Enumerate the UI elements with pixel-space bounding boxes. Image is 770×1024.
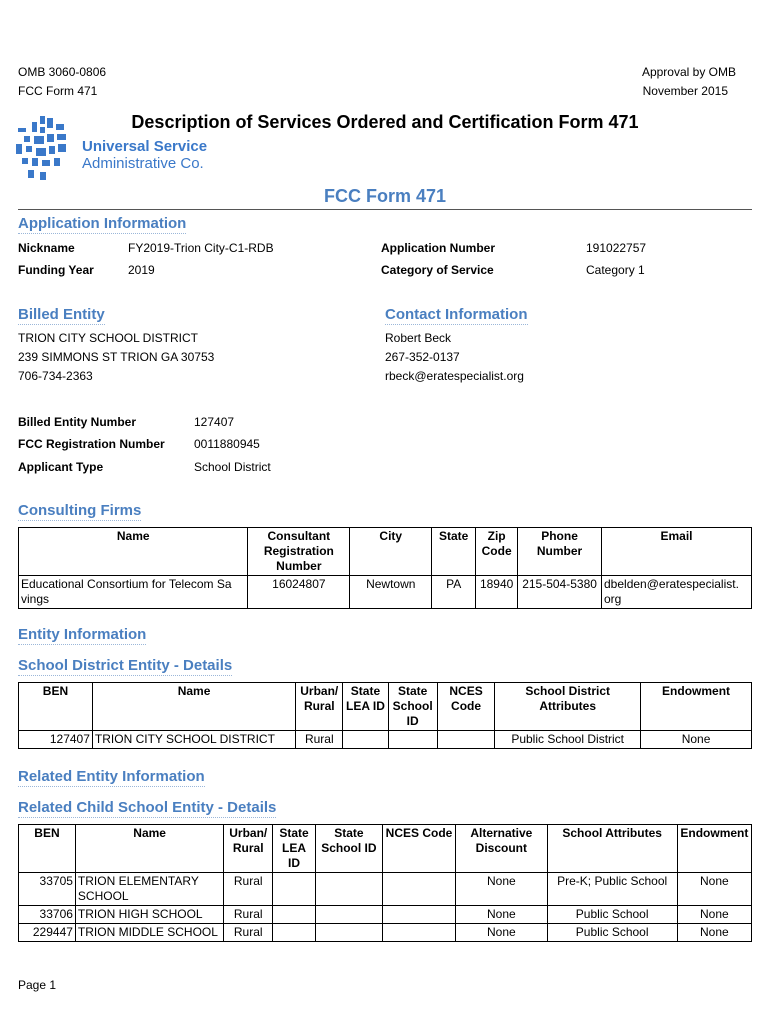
consulting-section-title: Consulting Firms [18, 502, 142, 519]
col-district-attributes: School District Attributes [495, 683, 641, 731]
cell-name: TRION MIDDLE SCHOOL [75, 924, 223, 942]
school-district-section-title: School District Entity - Details [18, 657, 233, 674]
cell-name: Educational Consortium for Telecom Sa vings [19, 576, 248, 609]
cell-name: TRION ELEMENTARY SCHOOL [75, 873, 223, 906]
child-header-row [19, 825, 752, 873]
nickname-value: FY2019-Trion City-C1-RDB [128, 241, 274, 255]
col-city: City [350, 528, 432, 576]
col-ben: BEN [19, 825, 76, 873]
cell-state-school-id [315, 873, 382, 906]
col-nces-code: NCES Code [437, 683, 494, 731]
col-endowment: Endowment [677, 825, 751, 873]
nickname-label: Nickname [18, 241, 75, 255]
col-email: Email [602, 528, 752, 576]
ben-label: Billed Entity Number [18, 415, 137, 429]
cell-school-attributes: Pre-K; Public School [547, 873, 677, 906]
title-divider [18, 209, 752, 210]
cell-ben: 33706 [19, 906, 76, 924]
col-urban-rural: Urban/ Rural [296, 683, 343, 731]
applicant-type-value: School District [194, 460, 271, 474]
col-zip: Zip Code [476, 528, 518, 576]
cell-urban-rural: Rural [224, 924, 273, 942]
table-row [19, 906, 752, 924]
col-phone: Phone Number [518, 528, 602, 576]
cell-endowment: None [677, 906, 751, 924]
cell-endowment: None [641, 731, 752, 749]
cell-zip: 18940 [476, 576, 518, 609]
col-ben: BEN [19, 683, 93, 731]
cell-alternative-discount: None [456, 873, 547, 906]
related-child-section-title: Related Child School Entity - Details [18, 799, 277, 816]
cell-reg: 16024807 [248, 576, 350, 609]
col-consultant-reg: Consultant Registration Number [248, 528, 350, 576]
cell-alternative-discount: None [456, 906, 547, 924]
col-state: State [432, 528, 476, 576]
table-row [19, 731, 752, 749]
form-number: FCC Form 471 [18, 84, 98, 98]
contact-email: rbeck@eratespecialist.org [385, 369, 524, 383]
col-alternative-discount: Alternative Discount [456, 825, 547, 873]
table-row [19, 873, 752, 906]
cell-urban-rural: Rural [224, 906, 273, 924]
cell-school-attributes: Public School [547, 924, 677, 942]
col-school-attributes: School Attributes [547, 825, 677, 873]
col-name: Name [19, 528, 248, 576]
cell-name: TRION HIGH SCHOOL [75, 906, 223, 924]
col-endowment: Endowment [641, 683, 752, 731]
col-urban-rural: Urban/ Rural [224, 825, 273, 873]
col-state-school-id: State School ID [315, 825, 382, 873]
related-child-table [18, 824, 752, 942]
table-row [19, 576, 752, 609]
billed-entity-section-title: Billed Entity [18, 306, 105, 323]
page-title: Description of Services Ordered and Certification Form 471 [131, 112, 639, 132]
cell-ben: 127407 [19, 731, 93, 749]
ben-value: 127407 [194, 415, 235, 429]
billed-entity-name: TRION CITY SCHOOL DISTRICT [18, 331, 199, 345]
school-district-table [18, 682, 752, 749]
applicant-type-label: Applicant Type [18, 460, 104, 474]
cell-school-attributes: Public School [547, 906, 677, 924]
consulting-header-row [19, 528, 752, 576]
cell-phone: 215-504-5380 [518, 576, 602, 609]
consulting-table [18, 527, 752, 609]
usac-logo-text-1: Universal Service [82, 138, 208, 155]
cell-urban-rural: Rural [224, 873, 273, 906]
cell-urban-rural: Rural [296, 731, 343, 749]
cell-email: dbelden@eratespecialist. org [602, 576, 752, 609]
col-state-school-id: State School ID [388, 683, 437, 731]
omb-number: OMB 3060-0806 [18, 65, 107, 79]
billed-entity-phone: 706-734-2363 [18, 369, 93, 383]
table-row [19, 924, 752, 942]
cell-state-school-id [315, 906, 382, 924]
fcc-registration-label: FCC Registration Number [18, 437, 165, 451]
cell-city: Newtown [350, 576, 432, 609]
col-name: Name [75, 825, 223, 873]
cell-state-lea-id [273, 906, 316, 924]
page-number: Page 1 [18, 978, 57, 992]
category-label: Category of Service [381, 263, 494, 277]
funding-year-label: Funding Year [18, 263, 94, 277]
cell-endowment: None [677, 873, 751, 906]
related-entity-section-title: Related Entity Information [18, 768, 205, 785]
application-number-value: 191022757 [586, 241, 647, 255]
fcc-registration-value: 0011880945 [194, 437, 260, 451]
contact-name: Robert Beck [385, 331, 452, 345]
usac-logo-text-2: Administrative Co. [82, 155, 204, 172]
cell-nces-code [382, 924, 455, 942]
cell-district-attributes: Public School District [495, 731, 641, 749]
entity-section-title: Entity Information [18, 626, 147, 643]
col-state-lea-id: State LEA ID [343, 683, 388, 731]
cell-state: PA [432, 576, 476, 609]
cell-state-lea-id [273, 924, 316, 942]
application-number-label: Application Number [381, 241, 496, 255]
cell-state-school-id [315, 924, 382, 942]
funding-year-value: 2019 [128, 263, 155, 277]
cell-name: TRION CITY SCHOOL DISTRICT [92, 731, 295, 749]
cell-nces-code [437, 731, 494, 749]
contact-section-title: Contact Information [385, 306, 528, 323]
cell-ben: 33705 [19, 873, 76, 906]
cell-state-lea-id [273, 873, 316, 906]
approval-date: November 2015 [642, 84, 728, 98]
contact-phone: 267-352-0137 [385, 350, 460, 364]
application-section-title: Application Information [18, 215, 187, 232]
col-name: Name [92, 683, 295, 731]
cell-nces-code [382, 906, 455, 924]
cell-state-school-id [388, 731, 437, 749]
billed-entity-address: 239 SIMMONS ST TRION GA 30753 [18, 350, 215, 364]
cell-nces-code [382, 873, 455, 906]
form-subtitle: FCC Form 471 [323, 186, 447, 206]
cell-endowment: None [677, 924, 751, 942]
category-value: Category 1 [586, 263, 645, 277]
col-state-lea-id: State LEA ID [273, 825, 316, 873]
approval-text: Approval by OMB [641, 65, 736, 79]
district-header-row [19, 683, 752, 731]
cell-ben: 229447 [19, 924, 76, 942]
cell-state-lea-id [343, 731, 388, 749]
cell-alternative-discount: None [456, 924, 547, 942]
col-nces-code: NCES Code [382, 825, 455, 873]
